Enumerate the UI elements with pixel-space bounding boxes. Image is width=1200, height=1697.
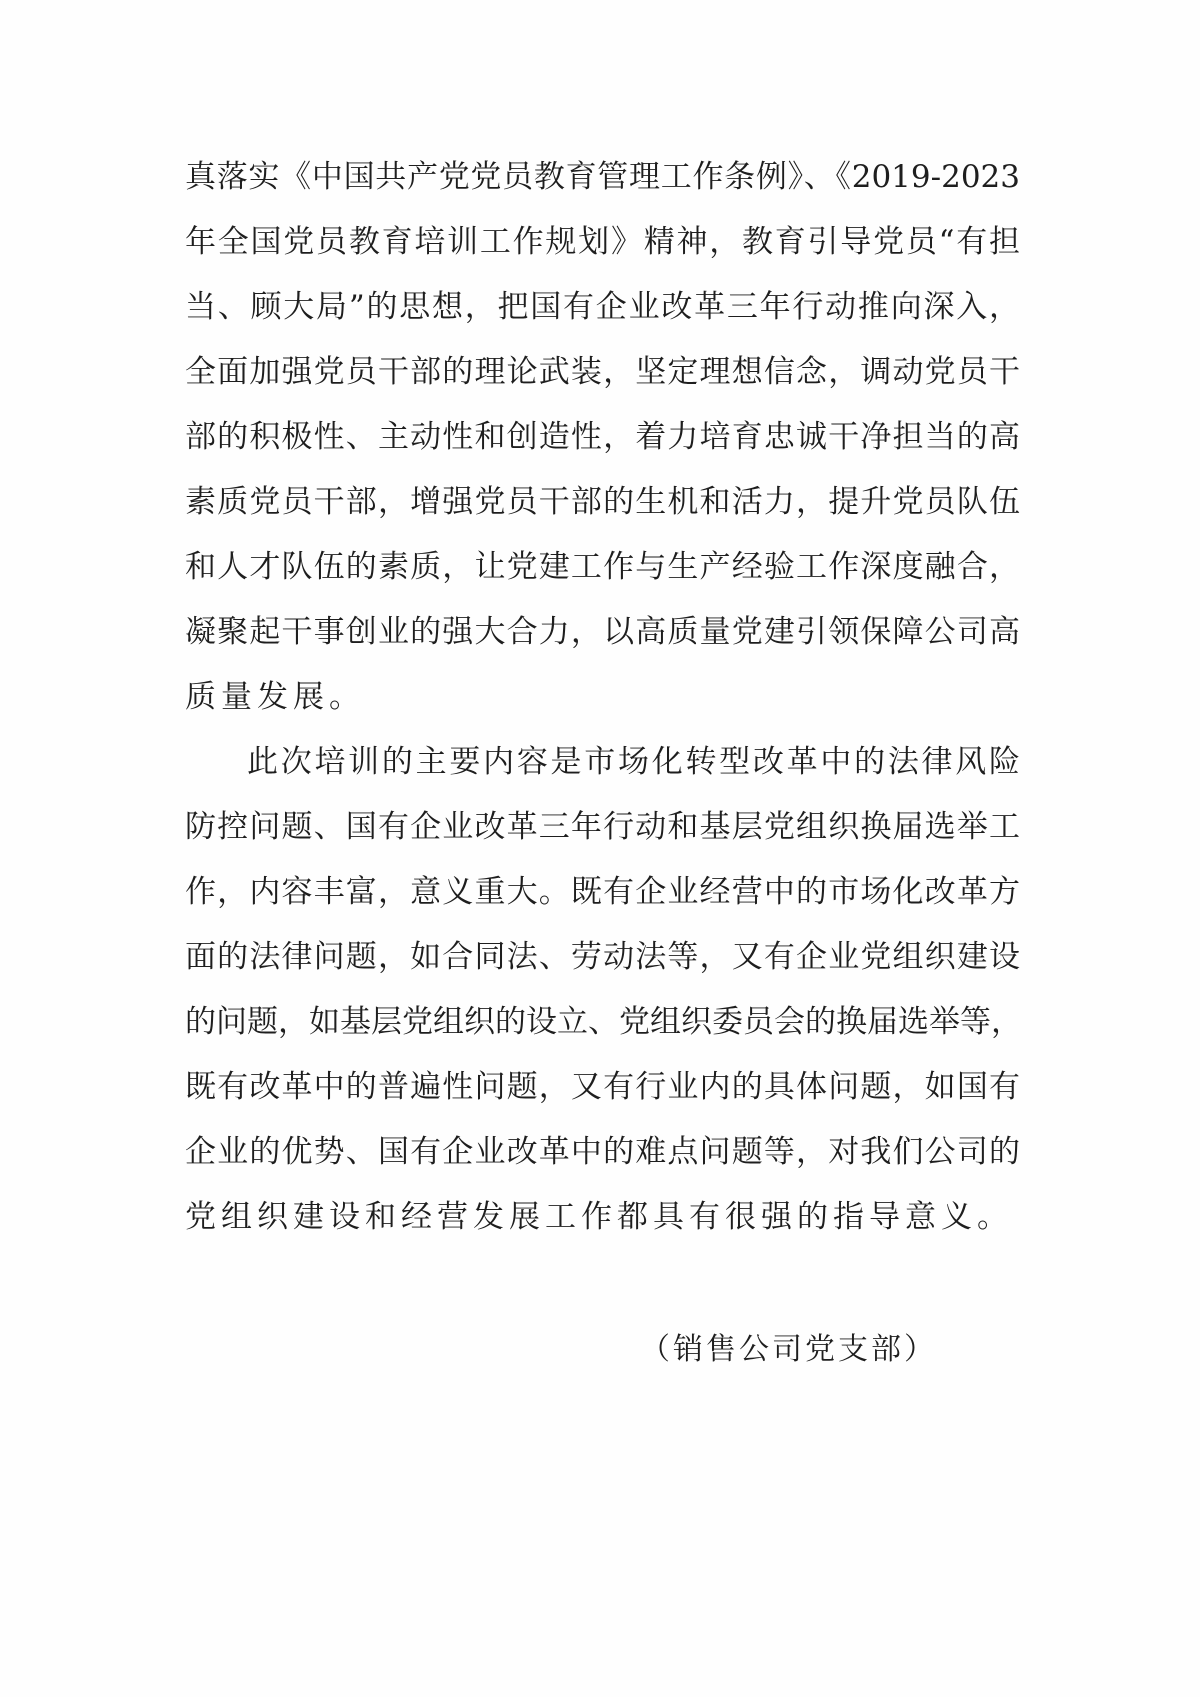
paragraph-2-line-2: 防控问题、国有企业改革三年行动和基层党组织换届选举工 [185,809,1020,845]
paragraph-1-line-8: 凝聚起干事创业的强大合力，以高质量党建引领保障公司高 [185,614,1020,650]
paragraph-1-line-4: 全面加强党员干部的理论武装，坚定理想信念，调动党员干 [185,354,1020,390]
paragraph-2-line-1: 此次培训的主要内容是市场化转型改革中的法律风险 [247,744,1020,780]
paragraph-2-line-7: 企业的优势、国有企业改革中的难点问题等，对我们公司的 [185,1134,1020,1170]
paragraph-1-line-9: 质量发展。 [185,679,365,715]
paragraph-1-line-1: 真落实《中国共产党党员教育管理工作条例》、《2019-2023 [185,159,1020,195]
paragraph-2-line-4: 面的法律问题，如合同法、劳动法等，又有企业党组织建设 [185,939,1020,975]
paragraph-1-line-6: 素质党员干部，增强党员干部的生机和活力，提升党员队伍 [185,484,1020,520]
paragraph-1-line-7: 和人才队伍的素质，让党建工作与生产经验工作深度融合， [185,549,1020,585]
signature: （销售公司党支部） [640,1332,937,1367]
paragraph-1-line-3: 当、顾大局”的思想，把国有企业改革三年行动推向深入， [185,289,1020,325]
paragraph-1-line-2: 年全国党员教育培训工作规划》精神，教育引导党员“有担 [185,224,1020,260]
paragraph-2-line-6: 既有改革中的普遍性问题，又有行业内的具体问题，如国有 [185,1069,1020,1105]
paragraph-2-line-3: 作，内容丰富，意义重大。既有企业经营中的市场化改革方 [185,874,1020,910]
paragraph-1-line-5: 部的积极性、主动性和创造性，着力培育忠诚干净担当的高 [185,419,1020,455]
paragraph-2-line-8: 党组织建设和经营发展工作都具有很强的指导意义。 [185,1199,1013,1235]
paragraph-2-line-5: 的问题，如基层党组织的设立、党组织委员会的换届选举等， [185,1004,1022,1040]
